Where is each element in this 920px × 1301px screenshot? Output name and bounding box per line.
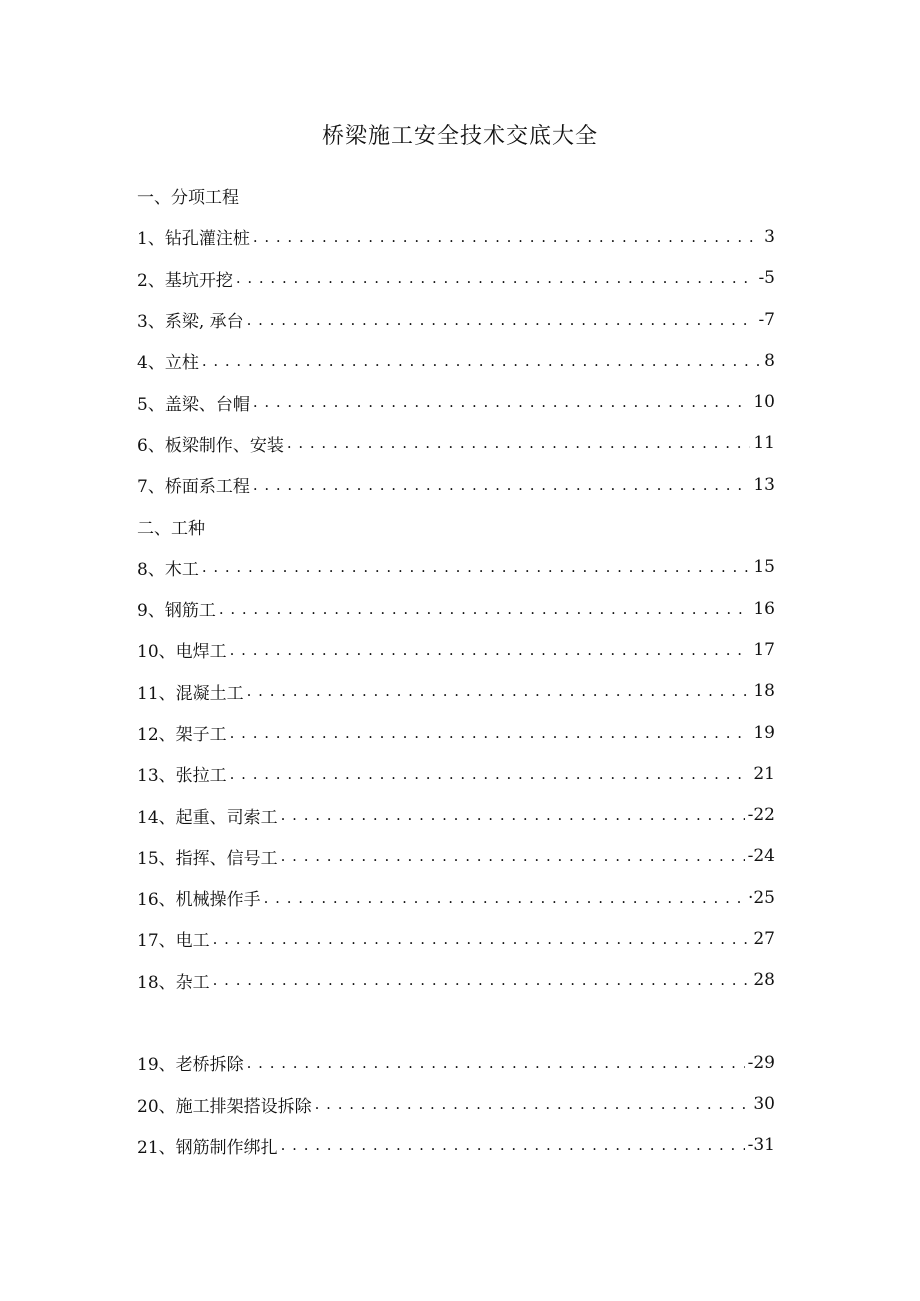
toc-entry-label: 电工 (175, 931, 210, 952)
toc-entry-number: 2、 (137, 270, 165, 291)
toc-dot-leader (253, 227, 761, 247)
toc-entry-number: 21、 (137, 1137, 176, 1158)
toc-entry-page-number: -29 (747, 1052, 775, 1073)
toc-entry-page-number: 19 (753, 722, 775, 743)
toc-entry-number: 10、 (137, 642, 176, 663)
toc-spacer (137, 1001, 775, 1042)
toc-dot-leader (247, 310, 756, 330)
toc-entry[interactable] (137, 960, 775, 1001)
toc-entry-number: 11、 (137, 683, 176, 704)
toc-entry[interactable] (137, 836, 775, 877)
toc-entry-label: 木工 (164, 559, 199, 580)
toc-dot-leader (253, 392, 751, 412)
toc-entry-page-number: 27 (753, 928, 775, 949)
toc-entry-number: 9、 (137, 601, 165, 622)
toc-dot-leader (281, 805, 745, 825)
toc-entry-page-number: 8 (764, 350, 775, 371)
toc-entry-label: 盖梁、台帽 (164, 394, 250, 415)
toc-entry[interactable] (137, 216, 775, 257)
toc-entry[interactable] (137, 794, 775, 835)
toc-entry-number: 14、 (137, 807, 176, 828)
toc-dot-leader (247, 1053, 745, 1073)
toc-entry-page-number: -22 (747, 805, 775, 826)
toc-dot-leader (230, 640, 751, 660)
toc-entry[interactable] (137, 918, 775, 959)
toc-entry[interactable] (137, 1125, 775, 1166)
toc-entry-number: 15、 (137, 848, 176, 869)
toc-entry-number: 1、 (137, 229, 165, 250)
toc-entry-page-number: 21 (753, 763, 775, 784)
toc-entry-page-number: 3 (764, 226, 775, 247)
toc-entry-number: 13、 (137, 766, 176, 787)
toc-entry-label: 老桥拆除 (175, 1055, 244, 1076)
toc-entry-page-number: 28 (753, 970, 775, 991)
toc-entry[interactable] (137, 712, 775, 753)
toc-entry-page-number: -31 (747, 1135, 775, 1156)
toc-entry-label: 桥面系工程 (164, 477, 250, 498)
toc-entry-label: 架子工 (175, 725, 227, 745)
toc-entry[interactable] (137, 299, 775, 340)
toc-dot-leader (253, 475, 751, 495)
toc-entry-label: 机械操作手 (175, 890, 261, 911)
toc-entry-page-number: -24 (747, 846, 775, 867)
toc-dot-leader (230, 764, 751, 784)
toc-entry-number: 12、 (137, 725, 176, 745)
toc-entry[interactable] (137, 423, 775, 464)
toc-entry[interactable] (137, 588, 775, 629)
toc-entry-label: 系梁, 承台 (164, 312, 244, 333)
toc-entry-page-number: 15 (753, 557, 775, 578)
toc-entry-page-number: 11 (753, 433, 775, 454)
toc-entry[interactable] (137, 671, 775, 712)
toc-entry[interactable] (137, 1042, 775, 1083)
toc-entry-page-number: 30 (753, 1094, 775, 1115)
toc-entry-page-number: 13 (753, 474, 775, 495)
toc-dot-leader (236, 268, 756, 288)
toc-entry-number: 3、 (137, 312, 165, 333)
toc-entry-label: 杂工 (175, 972, 210, 993)
toc-entry-label: 指挥、信号工 (175, 848, 278, 869)
toc-entry[interactable] (137, 1084, 775, 1125)
toc-entry-page-number: ·25 (747, 887, 775, 908)
toc-dot-leader (202, 351, 761, 371)
toc-dot-leader (213, 970, 751, 990)
toc-entry-label: 电焊工 (175, 642, 227, 663)
toc-entry-label: 张拉工 (175, 766, 227, 787)
toc-entry-label: 混凝土工 (175, 683, 244, 704)
toc-entry-label: 立柱 (164, 353, 199, 374)
toc-dot-leader (315, 1094, 751, 1114)
toc-entry-number: 20、 (137, 1096, 176, 1117)
toc-entry[interactable] (137, 340, 775, 381)
toc-entry[interactable] (137, 464, 775, 505)
toc-entry[interactable] (137, 258, 775, 299)
toc-dot-leader (264, 888, 745, 908)
toc-dot-leader (202, 557, 751, 577)
toc-entry-page-number: 16 (753, 598, 775, 619)
toc-section-heading: 一、分项工程 (137, 188, 239, 209)
toc-entry-page-number: 18 (753, 681, 775, 702)
toc-entry-number: 19、 (137, 1055, 176, 1076)
toc-entry-number: 5、 (137, 394, 165, 415)
table-of-contents (137, 175, 775, 1166)
toc-dot-leader (219, 599, 751, 619)
toc-entry-page-number: 10 (753, 392, 775, 413)
toc-entry[interactable] (137, 547, 775, 588)
toc-entry-label: 钻孔灌注桩 (164, 229, 250, 250)
toc-entry-number: 7、 (137, 477, 165, 498)
toc-dot-leader (247, 681, 751, 701)
toc-entry-page-number: -7 (758, 309, 775, 330)
toc-dot-leader (281, 1135, 745, 1155)
toc-entry-number: 6、 (137, 435, 165, 456)
toc-entry-page-number: -5 (758, 268, 775, 289)
toc-entry-number: 17、 (137, 931, 176, 952)
toc-section-heading: 二、工种 (137, 518, 205, 539)
toc-entry-label: 施工排架搭设拆除 (175, 1096, 312, 1117)
toc-dot-leader (287, 433, 751, 453)
toc-dot-leader (281, 846, 745, 866)
toc-entry-label: 钢筋工 (164, 601, 216, 622)
toc-entry-label: 板梁制作、安装 (164, 435, 284, 456)
toc-entry[interactable] (137, 753, 775, 794)
toc-entry-label: 起重、司索工 (175, 807, 278, 828)
toc-entry-number: 4、 (137, 353, 165, 374)
toc-entry[interactable] (137, 877, 775, 918)
toc-entry-number: 8、 (137, 559, 165, 580)
toc-entry-label: 钢筋制作绑扎 (175, 1137, 278, 1158)
toc-entry[interactable] (137, 629, 775, 670)
toc-entry[interactable] (137, 381, 775, 422)
page-title: 桥梁施工安全技术交底大全 (321, 124, 598, 149)
toc-entry-number: 16、 (137, 890, 176, 911)
toc-entry-number: 18、 (137, 972, 176, 993)
toc-dot-leader (213, 929, 751, 949)
toc-entry-page-number: 17 (753, 639, 775, 660)
toc-entry-label: 基坑开挖 (164, 270, 233, 291)
toc-dot-leader (230, 723, 751, 743)
